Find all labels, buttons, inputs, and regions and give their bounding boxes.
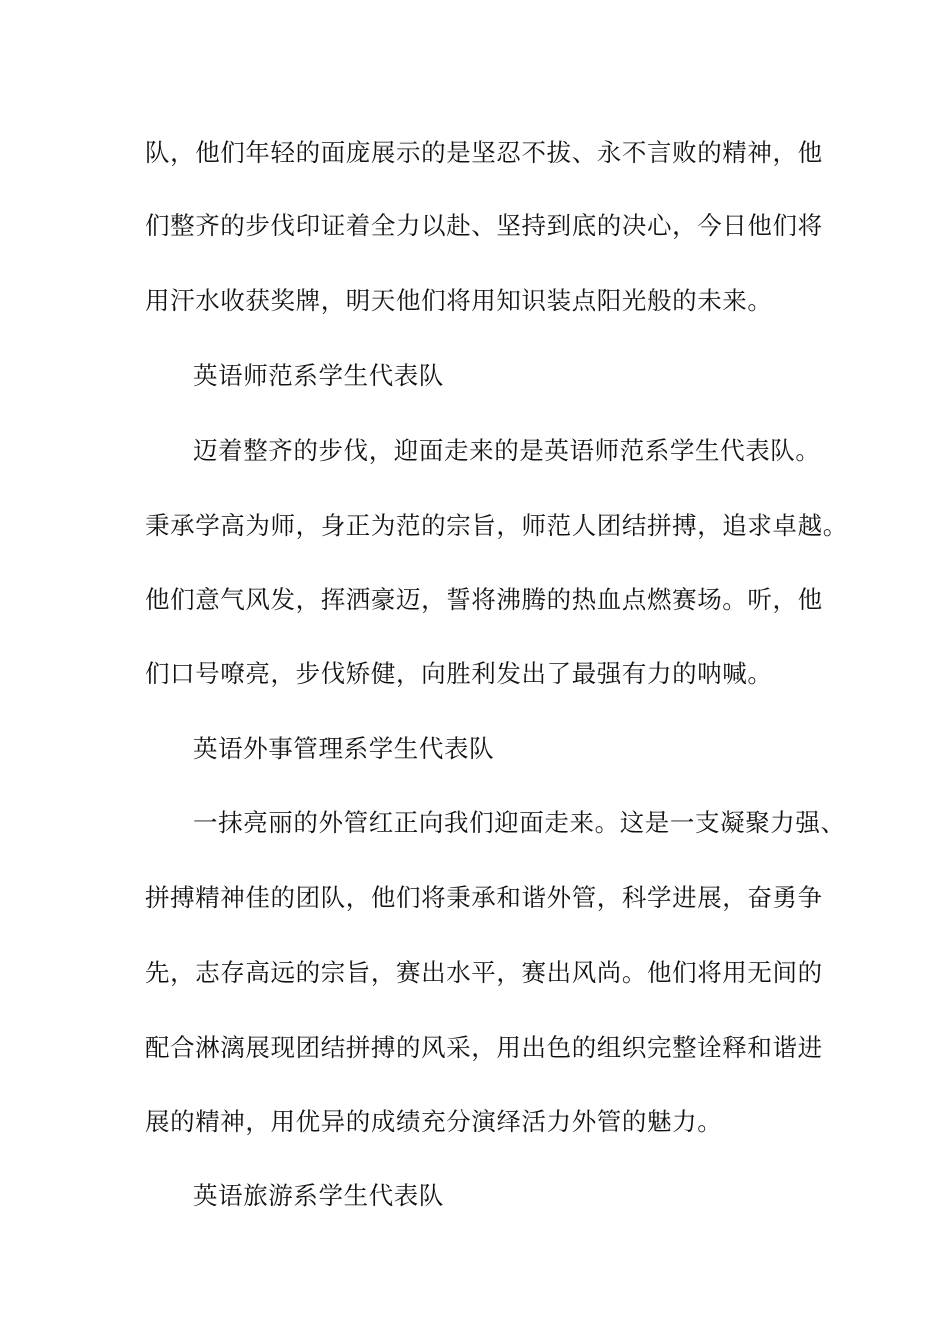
paragraph-line: 队，他们年轻的面庞展示的是坚忍不拔、永不言败的精神，他 (145, 138, 823, 167)
section-heading: 英语外事管理系学生代表队 (193, 734, 495, 763)
section-heading: 英语旅游系学生代表队 (193, 1181, 444, 1210)
paragraph-line: 秉承学高为师，身正为范的宗旨，师范人团结拼搏，追求卓越。 (145, 511, 848, 540)
paragraph-line: 他们意气风发，挥洒豪迈，誓将沸腾的热血点燃赛场。听，他 (145, 585, 823, 614)
section-heading: 英语师范系学生代表队 (193, 361, 444, 390)
paragraph-line: 拼搏精神佳的团队，他们将秉承和谐外管，科学进展，奋勇争 (145, 883, 823, 912)
paragraph-line: 们整齐的步伐印证着全力以赴、坚持到底的决心，今日他们将 (145, 211, 823, 240)
paragraph-line: 先，志存高远的宗旨，赛出水平，赛出风尚。他们将用无间的 (145, 958, 823, 987)
paragraph-line: 们口号嘹亮，步伐矫健，向胜利发出了最强有力的呐喊。 (145, 659, 773, 688)
paragraph-line: 配合淋漓展现团结拼搏的风采，用出色的组织完整诠释和谐进 (145, 1033, 823, 1062)
paragraph-line: 用汗水收获奖牌，明天他们将用知识装点阳光般的未来。 (145, 286, 773, 315)
paragraph-line: 展的精神，用优异的成绩充分演绎活力外管的魅力。 (145, 1107, 723, 1136)
paragraph-line: 迈着整齐的步伐，迎面走来的是英语师范系学生代表队。 (193, 436, 821, 465)
paragraph-line: 一抹亮丽的外管红正向我们迎面走来。这是一支凝聚力强、 (193, 808, 846, 837)
